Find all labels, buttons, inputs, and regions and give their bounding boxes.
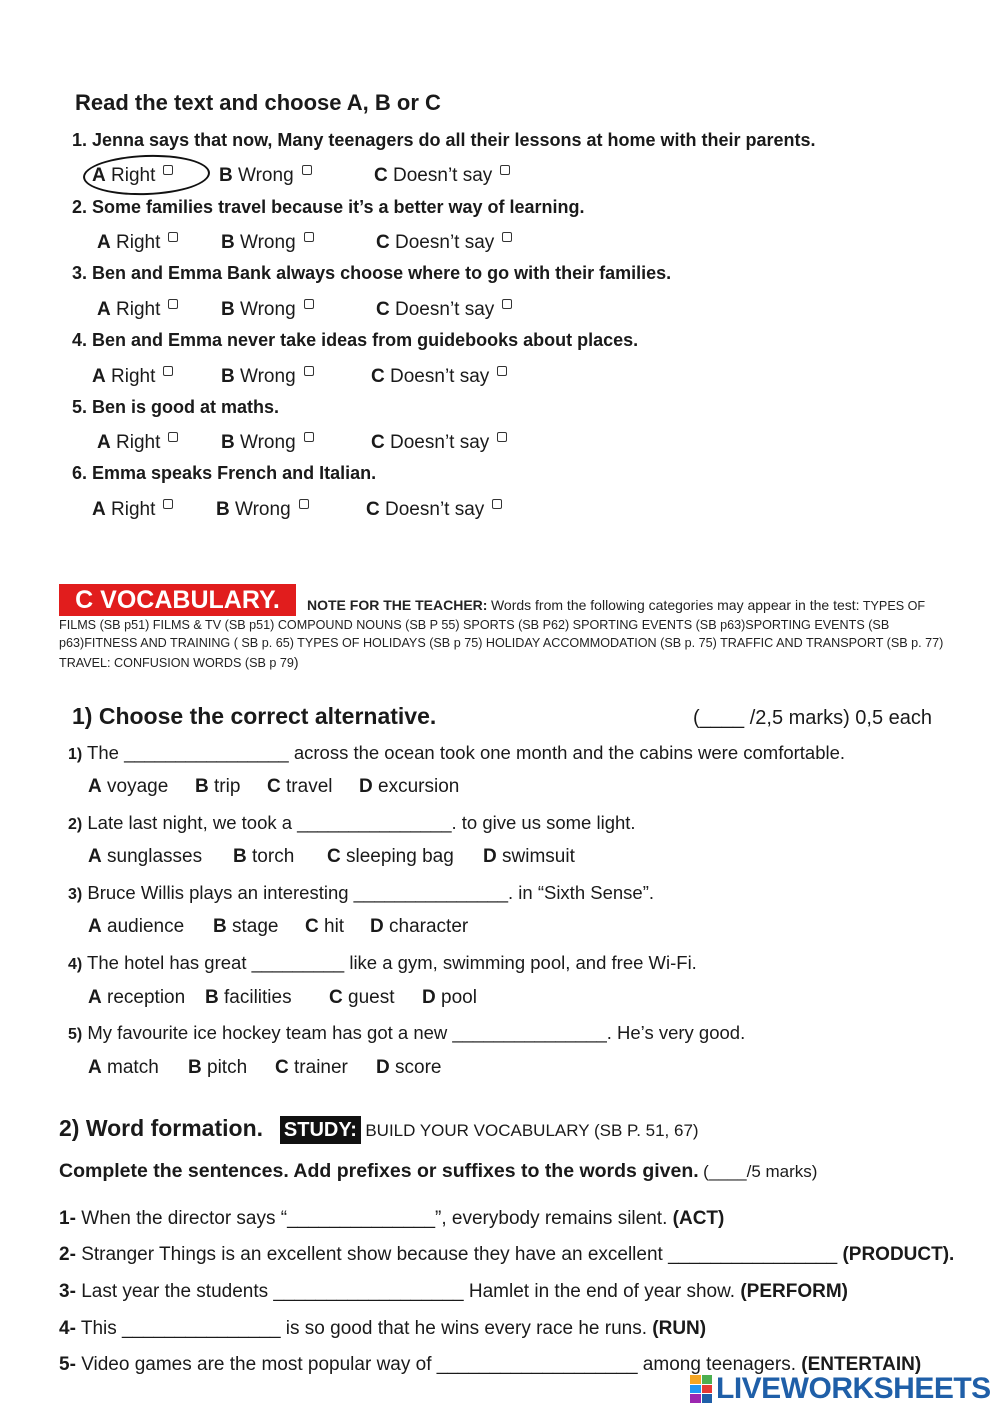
- option-b[interactable]: B torch: [233, 846, 295, 867]
- vocab-options-1: [88, 776, 459, 798]
- word-formation-4: 4- This _______________ is so good that he wins every race he runs. (RUN): [59, 1318, 707, 1339]
- vocab-options-2: [88, 846, 575, 868]
- study-label: STUDY:: [280, 1116, 361, 1144]
- reading-question-4: 4. Ben and Emma never take ideas from guidebooks about places.: [72, 330, 639, 350]
- checkbox-c[interactable]: [497, 432, 507, 442]
- option-c[interactable]: C trainer: [275, 1057, 348, 1078]
- checkbox-c[interactable]: [502, 299, 512, 309]
- option-b[interactable]: B stage: [213, 916, 279, 937]
- option-d[interactable]: D character: [370, 916, 469, 937]
- option-a[interactable]: A match: [88, 1057, 159, 1078]
- reading-question-1: 1. Jenna says that now, Many teenagers do all their lessons at home with their parents.: [72, 130, 816, 150]
- checkbox-b[interactable]: [299, 499, 309, 509]
- option-b[interactable]: B facilities: [205, 987, 292, 1008]
- reading-options-2: A Right B Wrong C Doesn’t say: [97, 232, 512, 254]
- section1-title: 1) Choose the correct alternative.: [72, 703, 437, 729]
- reading-title: Read the text and choose A, B or C: [75, 90, 441, 115]
- logo-mark-icon: [690, 1375, 712, 1403]
- option-d[interactable]: D score: [376, 1057, 442, 1078]
- reading-options-4: A Right B Wrong C Doesn’t say: [92, 366, 507, 388]
- vocabulary-heading: C VOCABULARY.: [59, 584, 296, 616]
- option-c[interactable]: C guest: [329, 987, 395, 1008]
- study-text: BUILD YOUR VOCABULARY (SB P. 51, 67): [365, 1121, 699, 1140]
- checkbox-a[interactable]: [163, 165, 173, 175]
- reading-question-2: 2. Some families travel because it’s a better way of learning.: [72, 197, 585, 217]
- vocab-options-5: [88, 1057, 441, 1079]
- checkbox-a[interactable]: [163, 499, 173, 509]
- checkbox-b[interactable]: [302, 165, 312, 175]
- reading-options-3: A Right B Wrong C Doesn’t say: [97, 299, 512, 321]
- checkbox-b[interactable]: [304, 366, 314, 376]
- checkbox-b[interactable]: [304, 432, 314, 442]
- teacher-note: NOTE FOR THE TEACHER: Words from the following categories may appear in the test: TYPES OF FILMS (SB p51) FILMS & TV (SB p51) COMPOUND NOUNS (SB P 55) SPORTS (SB P62) SPORTING EVENTS (SB p63)SPORTING EVENTS (SB p63)FITNESS AND TRAINING ( SB p. 65) TYPES OF HOLIDAYS (SB p 75) HOLIDAY ACCOMMODATION (SB p. 75) TRAFFIC AND TRANSPORT (SB p. 77) TRAVEL: CONFUSION WORDS (SB p 79): [59, 597, 944, 670]
- liveworksheets-logo[interactable]: [690, 1372, 991, 1406]
- checkbox-a[interactable]: [168, 432, 178, 442]
- section2-title: 2) Word formation.: [59, 1115, 264, 1141]
- vocab-question-3: 3) Bruce Willis plays an interesting _______________. in “Sixth Sense”.: [68, 882, 655, 903]
- word-formation-2: 2- Stranger Things is an excellent show because they have an excellent ________________ (PRODUCT).: [59, 1244, 955, 1265]
- section2-marks: (____/5 marks): [703, 1162, 818, 1181]
- checkbox-b[interactable]: [304, 299, 314, 309]
- option-b[interactable]: B pitch: [188, 1057, 248, 1078]
- word-formation-5: 5- Video games are the most popular way of ___________________ among teenagers. (ENTERTAIN): [59, 1354, 922, 1375]
- checkbox-c[interactable]: [497, 366, 507, 376]
- option-c[interactable]: C sleeping bag: [327, 846, 454, 867]
- checkbox-a[interactable]: [163, 366, 173, 376]
- vocab-question-5: 5) My favourite ice hockey team has got a new _______________. He’s very good.: [68, 1022, 746, 1043]
- vocab-question-2: 2) Late last night, we took a _______________. to give us some light.: [68, 812, 636, 833]
- checkbox-b[interactable]: [304, 232, 314, 242]
- section2-instruction-row: [59, 1160, 817, 1183]
- reading-question-5: 5. Ben is good at maths.: [72, 397, 280, 417]
- option-c[interactable]: C hit: [305, 916, 345, 937]
- option-a[interactable]: A voyage: [88, 776, 169, 797]
- option-d[interactable]: D excursion: [359, 776, 460, 797]
- reading-options-1: A Right B Wrong C Doesn’t say: [92, 165, 510, 187]
- vocab-question-1: 1) The ________________ across the ocean took one month and the cabins were comfortable.: [68, 742, 846, 763]
- section2-instruction: Complete the sentences. Add prefixes or suffixes to the words given.: [59, 1160, 699, 1182]
- reading-options-6: A Right B Wrong C Doesn’t say: [92, 499, 502, 521]
- option-a[interactable]: A reception: [88, 987, 186, 1008]
- vocab-options-3: [88, 916, 468, 938]
- section2-header: [59, 1115, 699, 1144]
- word-formation-1: 1- When the director says “______________”, everybody remains silent. (ACT): [59, 1208, 725, 1229]
- option-a[interactable]: A audience: [88, 916, 185, 937]
- checkbox-c[interactable]: [492, 499, 502, 509]
- word-formation-3: 3- Last year the students __________________ Hamlet in the end of year show. (PERFORM): [59, 1281, 848, 1302]
- reading-question-6: 6. Emma speaks French and Italian.: [72, 463, 377, 483]
- option-d[interactable]: D pool: [422, 987, 477, 1008]
- option-d[interactable]: D swimsuit: [483, 846, 575, 867]
- vocab-question-4: 4) The hotel has great _________ like a gym, swimming pool, and free Wi-Fi.: [68, 952, 697, 973]
- section1-marks: (____ /2,5 marks) 0,5 each: [693, 707, 933, 729]
- vocab-options-4: [88, 987, 477, 1009]
- logo-text: LIVEWORKSHEETS: [716, 1372, 991, 1405]
- reading-question-3: 3. Ben and Emma Bank always choose where to go with their families.: [72, 263, 672, 283]
- checkbox-c[interactable]: [500, 165, 510, 175]
- option-b[interactable]: B trip: [195, 776, 241, 797]
- checkbox-a[interactable]: [168, 299, 178, 309]
- option-c[interactable]: C travel: [267, 776, 333, 797]
- checkbox-a[interactable]: [168, 232, 178, 242]
- option-a[interactable]: A sunglasses: [88, 846, 203, 867]
- reading-options-5: A Right B Wrong C Doesn’t say: [97, 432, 507, 454]
- checkbox-c[interactable]: [502, 232, 512, 242]
